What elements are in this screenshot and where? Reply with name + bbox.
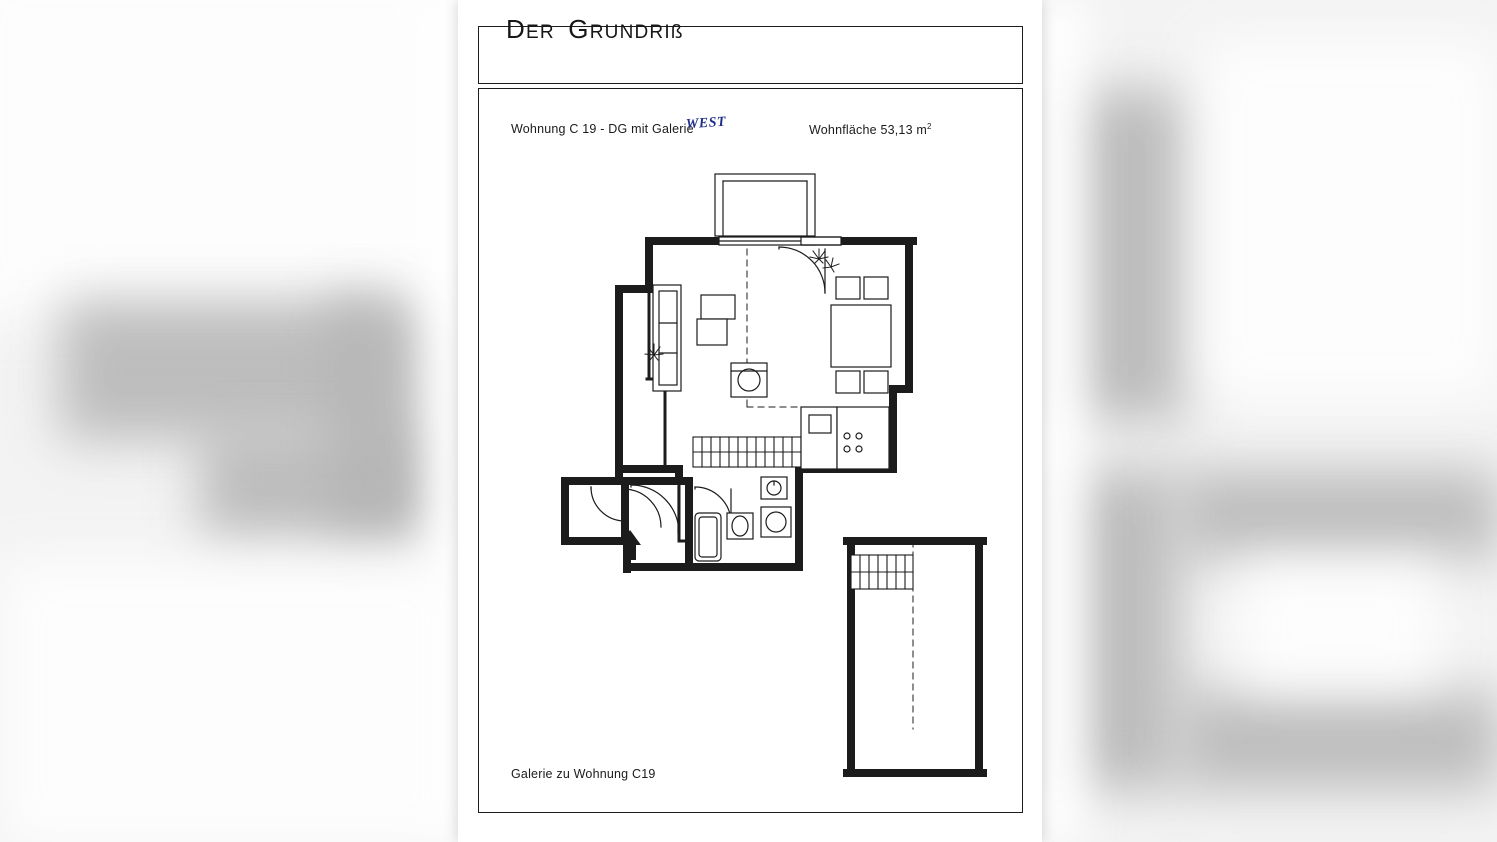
area-unit-exponent: 2 xyxy=(927,122,932,131)
title-er: ER xyxy=(525,22,555,43)
balcony-outline xyxy=(715,174,815,236)
gallery-stairs xyxy=(851,555,913,589)
page-title xyxy=(506,14,684,45)
floor-plan-sheet xyxy=(458,0,1042,842)
sofa xyxy=(653,285,681,391)
area-value: Wohnfläche 53,13 m xyxy=(809,123,928,138)
staircase xyxy=(693,437,801,467)
title-rundriss: RUNDRIß xyxy=(589,22,684,43)
title-g: G xyxy=(568,14,590,44)
unit-label: Wohnung C 19 - DG mit Galerie xyxy=(511,122,694,136)
gallery-label: Galerie zu Wohnung C19 xyxy=(511,767,656,781)
circulation-dashes xyxy=(747,249,801,437)
title-d: D xyxy=(506,14,526,44)
plan-frame xyxy=(478,88,1023,813)
coffee-table xyxy=(697,295,735,345)
windows xyxy=(719,237,841,245)
kitchen-counter xyxy=(801,407,889,469)
orientation-annotation: WEST xyxy=(685,114,727,133)
dining-set xyxy=(831,277,891,393)
floor-plan-drawing xyxy=(479,89,1023,813)
armchair xyxy=(731,363,767,397)
